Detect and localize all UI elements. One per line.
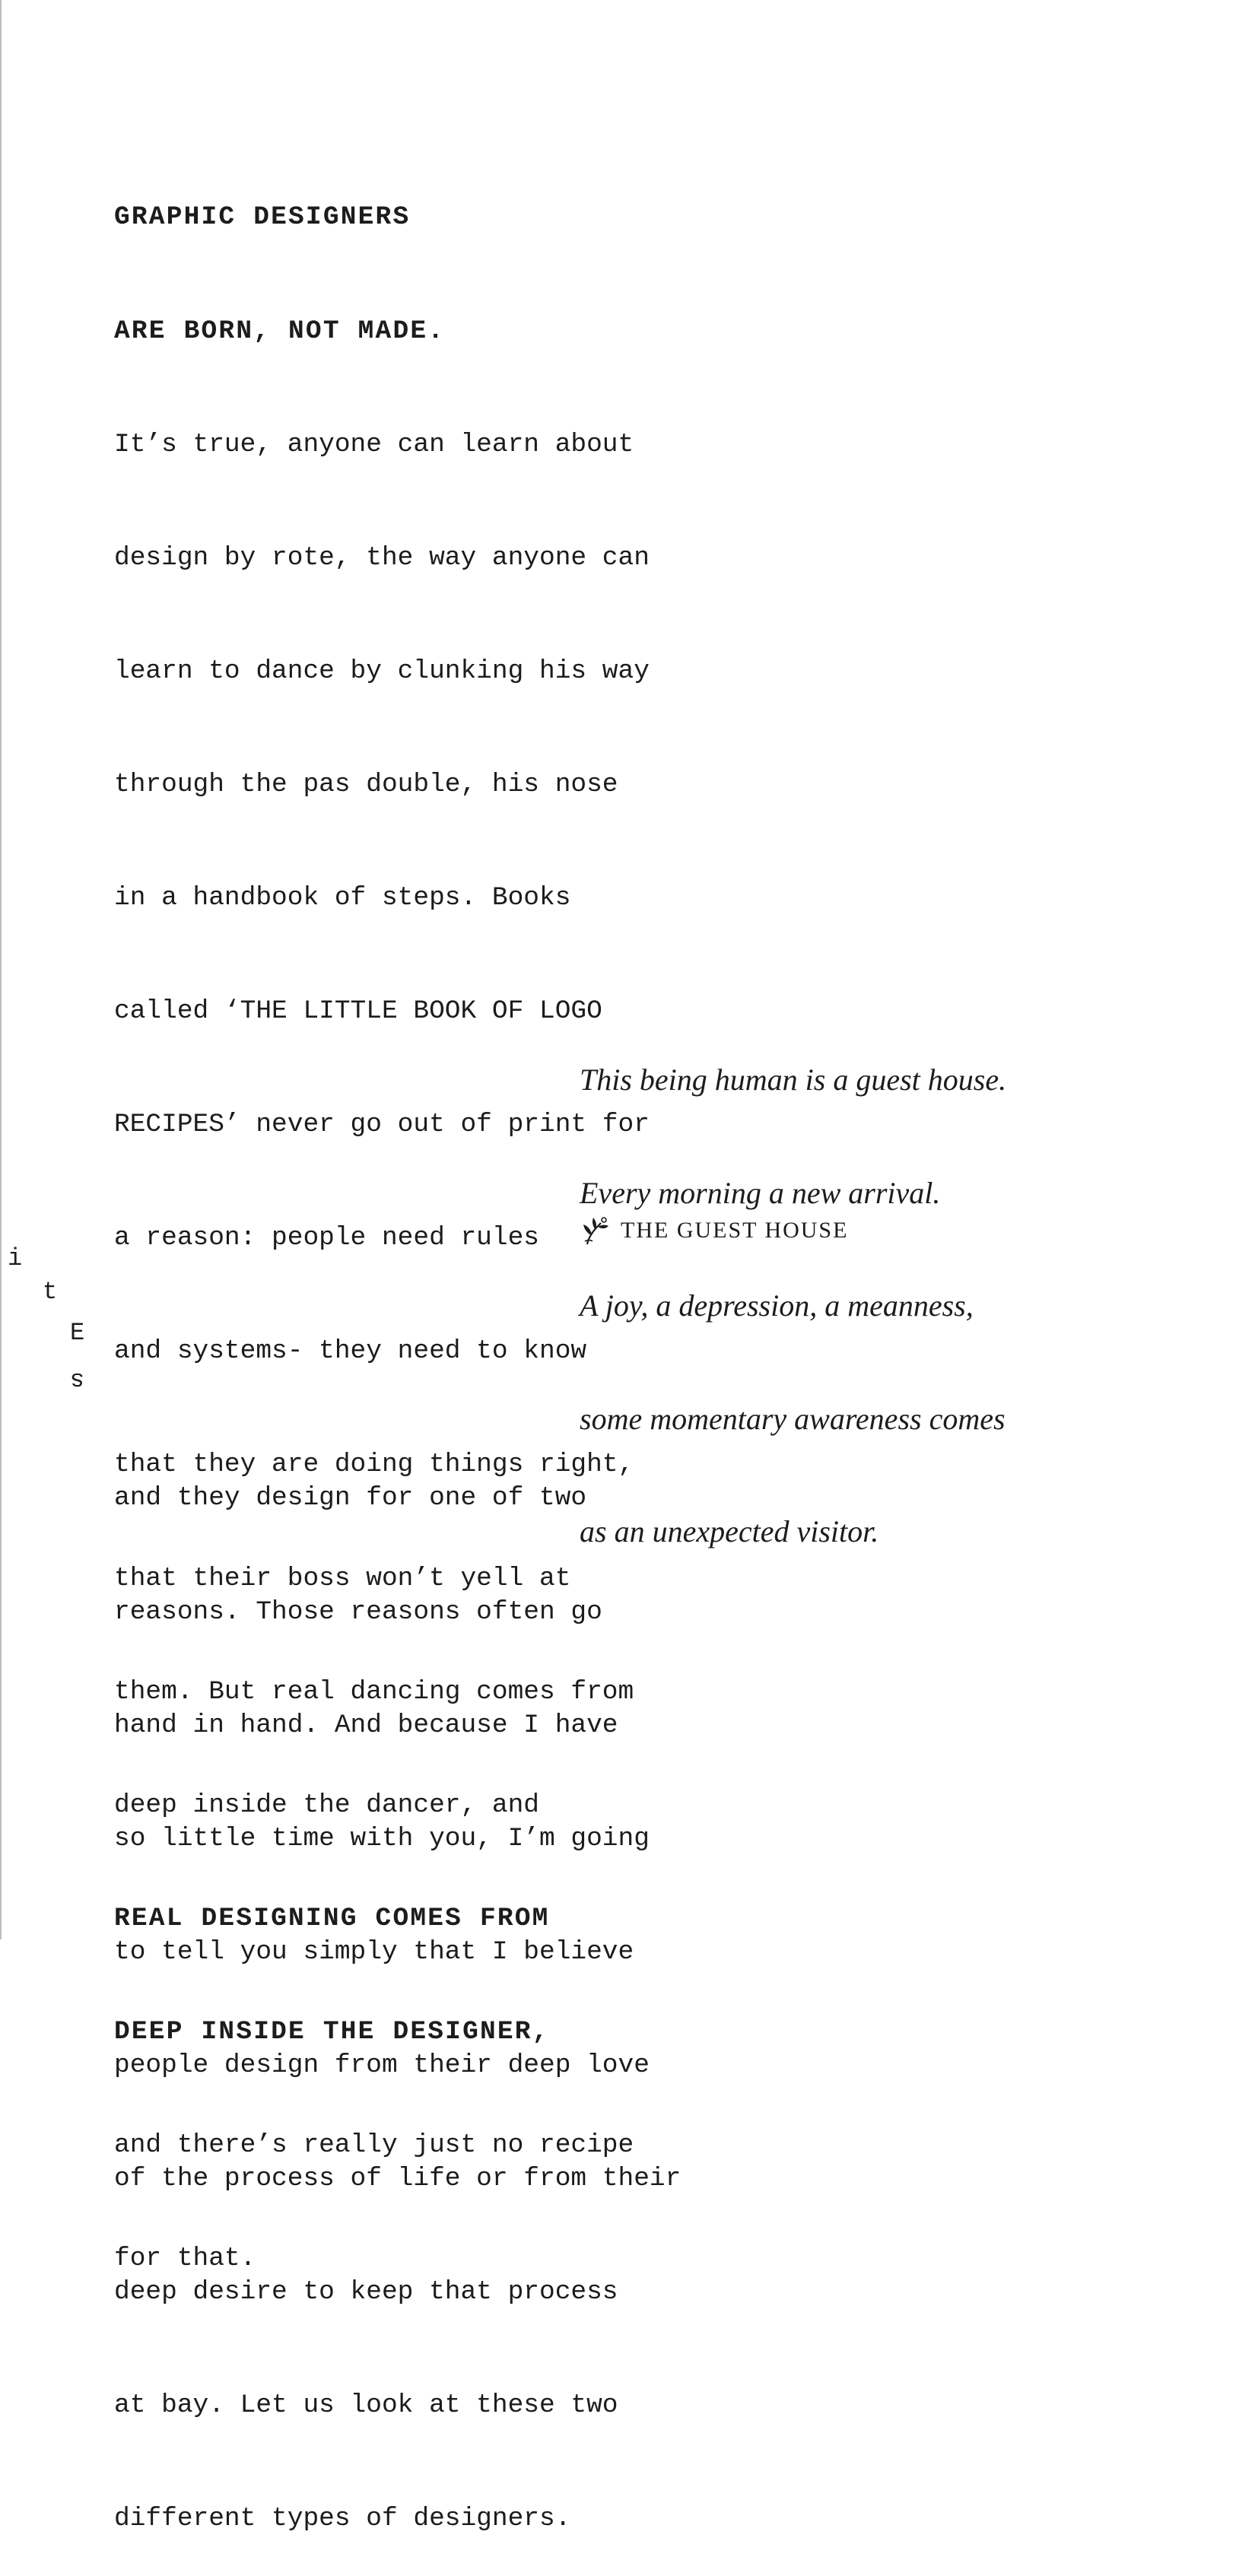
quote-line: Every morning a new arrival. [580, 1175, 941, 1210]
quote-line: some momentary awareness comes [580, 1401, 1006, 1436]
closing-line: at bay. Let us look at these two [114, 2390, 618, 2421]
closing-line: of the process of life or from their [114, 2163, 682, 2193]
attribution-title: THE GUEST HOUSE [621, 1218, 849, 1243]
closing-text-block [114, 1404, 681, 2576]
page-edge [0, 0, 2, 1939]
closing-line: hand in hand. And because I have [114, 1710, 618, 1740]
intro-emphasis-line: REAL DESIGNING COMES FROM [114, 1903, 550, 1933]
intro-heading-line: ARE BORN, NOT MADE. [114, 316, 446, 346]
falling-letter: s [70, 1366, 85, 1394]
intro-heading-line: GRAPHIC DESIGNERS [114, 202, 411, 233]
intro-closing-line: for that. [114, 2244, 256, 2274]
intro-body-line: learn to dance by clunking his way [114, 656, 650, 686]
quote-attribution [581, 1215, 848, 1246]
intro-body-line: in a handbook of steps. Books [114, 882, 571, 913]
intro-body-line: design by rote, the way anyone can [114, 542, 650, 573]
closing-line: deep desire to keep that process [114, 2277, 618, 2308]
closing-line: different types of designers. [114, 2504, 571, 2534]
sprig-icon [581, 1215, 610, 1246]
intro-emphasis-line: DEEP INSIDE THE DESIGNER, [114, 2016, 550, 2047]
closing-line: people design from their deep love [114, 2050, 650, 2080]
closing-line: to tell you simply that I believe [114, 1936, 634, 1967]
falling-letter: E [70, 1319, 85, 1347]
intro-body-line: that they are doing things right, [114, 1450, 634, 1480]
intro-body-line: and systems- they need to know [114, 1336, 587, 1367]
intro-body-line: called ‘THE LITTLE BOOK OF LOGO [114, 996, 602, 1027]
intro-body-line: a reason: people need rules [114, 1223, 539, 1253]
quote-line: This being human is a guest house. [580, 1062, 1007, 1097]
closing-line: so little time with you, I’m going [114, 1823, 650, 1853]
intro-body-line: through the pas double, his nose [114, 769, 618, 799]
falling-letter: i [8, 1244, 23, 1272]
intro-body-line: deep inside the dancer, and [114, 1790, 539, 1820]
intro-body-line: RECIPES’ never go out of print for [114, 1110, 650, 1140]
falling-letter: t [43, 1278, 58, 1306]
intro-body-line: that their boss won’t yell at [114, 1563, 571, 1593]
quote-line: as an unexpected visitor. [580, 1514, 879, 1548]
closing-line: reasons. Those reasons often go [114, 1596, 602, 1627]
quote-line: A joy, a depression, a meanness, [580, 1288, 974, 1323]
intro-body-line: It’s true, anyone can learn about [114, 429, 634, 459]
intro-closing-line: and there’s really just no recipe [114, 2130, 634, 2160]
intro-body-line: them. But real dancing comes from [114, 1676, 634, 1707]
closing-line: and they design for one of two [114, 1483, 587, 1514]
